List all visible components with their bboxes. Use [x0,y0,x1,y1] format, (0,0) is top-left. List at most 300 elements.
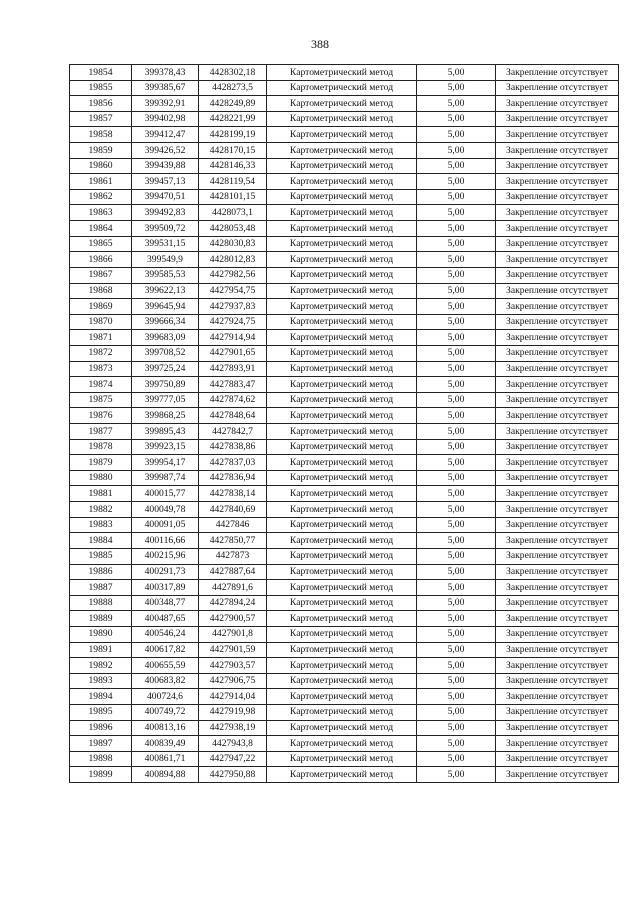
cell-method: Картометрический метод [267,580,417,596]
cell-accuracy: 5,00 [417,626,496,642]
table-row [70,361,619,377]
cell-x-coordinate: 400724,6 [132,689,199,705]
table-row [70,626,619,642]
cell-method: Картометрический метод [267,283,417,299]
cell-point-number: 19861 [70,174,132,190]
cell-x-coordinate: 399412,47 [132,127,199,143]
cell-method: Картометрический метод [267,267,417,283]
cell-accuracy: 5,00 [417,267,496,283]
cell-fixation: Закрепление отсутствует [496,252,619,268]
table-row [70,377,619,393]
cell-x-coordinate: 400655,59 [132,658,199,674]
cell-fixation: Закрепление отсутствует [496,127,619,143]
table-row [70,299,619,315]
cell-x-coordinate: 400861,71 [132,751,199,767]
cell-fixation: Закрепление отсутствует [496,439,619,455]
cell-fixation: Закрепление отсутствует [496,361,619,377]
cell-fixation: Закрепление отсутствует [496,548,619,564]
cell-accuracy: 5,00 [417,205,496,221]
cell-method: Картометрический метод [267,736,417,752]
cell-point-number: 19863 [70,205,132,221]
cell-point-number: 19856 [70,96,132,112]
cell-accuracy: 5,00 [417,720,496,736]
cell-y-coordinate: 4427901,8 [199,626,267,642]
cell-point-number: 19875 [70,392,132,408]
cell-fixation: Закрепление отсутствует [496,642,619,658]
cell-x-coordinate: 400015,77 [132,486,199,502]
cell-accuracy: 5,00 [417,111,496,127]
table-row [70,424,619,440]
cell-accuracy: 5,00 [417,236,496,252]
table-row [70,314,619,330]
cell-accuracy: 5,00 [417,486,496,502]
table-row [70,611,619,627]
cell-method: Картометрический метод [267,377,417,393]
cell-point-number: 19871 [70,330,132,346]
table-row [70,65,619,81]
cell-fixation: Закрепление отсутствует [496,658,619,674]
table-row [70,720,619,736]
cell-fixation: Закрепление отсутствует [496,158,619,174]
cell-y-coordinate: 4427947,22 [199,751,267,767]
cell-point-number: 19864 [70,221,132,237]
cell-accuracy: 5,00 [417,767,496,783]
table-row [70,80,619,96]
cell-point-number: 19862 [70,189,132,205]
cell-accuracy: 5,00 [417,736,496,752]
cell-point-number: 19896 [70,720,132,736]
cell-point-number: 19897 [70,736,132,752]
cell-x-coordinate: 400839,49 [132,736,199,752]
cell-accuracy: 5,00 [417,751,496,767]
cell-accuracy: 5,00 [417,189,496,205]
cell-x-coordinate: 399470,51 [132,189,199,205]
table-row [70,517,619,533]
table-row [70,252,619,268]
cell-accuracy: 5,00 [417,330,496,346]
cell-accuracy: 5,00 [417,502,496,518]
cell-point-number: 19895 [70,704,132,720]
table-row [70,658,619,674]
cell-x-coordinate: 399426,52 [132,143,199,159]
cell-x-coordinate: 400813,16 [132,720,199,736]
cell-y-coordinate: 4427954,75 [199,283,267,299]
cell-x-coordinate: 400487,65 [132,611,199,627]
cell-fixation: Закрепление отсутствует [496,580,619,596]
cell-y-coordinate: 4427943,8 [199,736,267,752]
cell-point-number: 19889 [70,611,132,627]
cell-y-coordinate: 4427938,19 [199,720,267,736]
cell-accuracy: 5,00 [417,689,496,705]
cell-method: Картометрический метод [267,533,417,549]
cell-y-coordinate: 4427924,75 [199,314,267,330]
table-row [70,330,619,346]
cell-fixation: Закрепление отсутствует [496,517,619,533]
cell-fixation: Закрепление отсутствует [496,408,619,424]
cell-fixation: Закрепление отсутствует [496,205,619,221]
cell-y-coordinate: 4427838,14 [199,486,267,502]
cell-accuracy: 5,00 [417,127,496,143]
cell-y-coordinate: 4428012,83 [199,252,267,268]
cell-y-coordinate: 4427900,57 [199,611,267,627]
table-row [70,455,619,471]
table-row [70,267,619,283]
cell-x-coordinate: 399378,43 [132,65,199,81]
cell-y-coordinate: 4427842,7 [199,424,267,440]
cell-point-number: 19879 [70,455,132,471]
cell-x-coordinate: 399895,43 [132,424,199,440]
cell-x-coordinate: 400348,77 [132,595,199,611]
cell-point-number: 19890 [70,626,132,642]
table-row [70,767,619,783]
cell-point-number: 19868 [70,283,132,299]
cell-method: Картометрический метод [267,174,417,190]
table-row [70,283,619,299]
cell-method: Картометрический метод [267,673,417,689]
cell-y-coordinate: 4427901,65 [199,345,267,361]
table-row [70,580,619,596]
table-row [70,127,619,143]
cell-fixation: Закрепление отсутствует [496,111,619,127]
cell-x-coordinate: 400617,82 [132,642,199,658]
cell-method: Картометрический метод [267,345,417,361]
page-number: 388 [311,37,329,51]
cell-method: Картометрический метод [267,564,417,580]
table-row [70,689,619,705]
cell-method: Картометрический метод [267,517,417,533]
cell-point-number: 19885 [70,548,132,564]
cell-x-coordinate: 399708,52 [132,345,199,361]
cell-method: Картометрический метод [267,611,417,627]
cell-method: Картометрический метод [267,96,417,112]
cell-point-number: 19854 [70,65,132,81]
cell-method: Картометрический метод [267,455,417,471]
cell-fixation: Закрепление отсутствует [496,96,619,112]
table-row [70,486,619,502]
cell-point-number: 19882 [70,502,132,518]
cell-x-coordinate: 400116,66 [132,533,199,549]
cell-x-coordinate: 399987,74 [132,470,199,486]
cell-accuracy: 5,00 [417,533,496,549]
cell-accuracy: 5,00 [417,580,496,596]
cell-y-coordinate: 4428030,83 [199,236,267,252]
cell-y-coordinate: 4427846 [199,517,267,533]
cell-fixation: Закрепление отсутствует [496,283,619,299]
cell-fixation: Закрепление отсутствует [496,720,619,736]
cell-fixation: Закрепление отсутствует [496,736,619,752]
cell-point-number: 19899 [70,767,132,783]
cell-fixation: Закрепление отсутствует [496,486,619,502]
cell-x-coordinate: 399750,89 [132,377,199,393]
cell-method: Картометрический метод [267,486,417,502]
cell-fixation: Закрепление отсутствует [496,80,619,96]
cell-point-number: 19881 [70,486,132,502]
table-row [70,392,619,408]
cell-point-number: 19872 [70,345,132,361]
cell-x-coordinate: 399492,83 [132,205,199,221]
coordinates-table-body [70,65,619,783]
table-row [70,533,619,549]
cell-method: Картометрический метод [267,408,417,424]
cell-method: Картометрический метод [267,80,417,96]
cell-method: Картометрический метод [267,143,417,159]
cell-fixation: Закрепление отсутствует [496,236,619,252]
cell-accuracy: 5,00 [417,408,496,424]
cell-x-coordinate: 400291,73 [132,564,199,580]
cell-y-coordinate: 4428119,54 [199,174,267,190]
cell-method: Картометрический метод [267,470,417,486]
cell-y-coordinate: 4427982,56 [199,267,267,283]
cell-method: Картометрический метод [267,626,417,642]
cell-accuracy: 5,00 [417,517,496,533]
cell-point-number: 19860 [70,158,132,174]
cell-accuracy: 5,00 [417,439,496,455]
cell-point-number: 19891 [70,642,132,658]
cell-point-number: 19898 [70,751,132,767]
cell-x-coordinate: 399645,94 [132,299,199,315]
table-row [70,205,619,221]
table-row [70,408,619,424]
cell-accuracy: 5,00 [417,611,496,627]
cell-x-coordinate: 399385,67 [132,80,199,96]
cell-y-coordinate: 4427893,91 [199,361,267,377]
cell-method: Картометрический метод [267,330,417,346]
cell-fixation: Закрепление отсутствует [496,314,619,330]
cell-fixation: Закрепление отсутствует [496,595,619,611]
table-row [70,439,619,455]
cell-y-coordinate: 4428073,1 [199,205,267,221]
cell-accuracy: 5,00 [417,673,496,689]
cell-x-coordinate: 399923,15 [132,439,199,455]
table-row [70,548,619,564]
cell-point-number: 19874 [70,377,132,393]
cell-method: Картометрический метод [267,392,417,408]
cell-y-coordinate: 4427873 [199,548,267,564]
cell-x-coordinate: 400749,72 [132,704,199,720]
cell-method: Картометрический метод [267,767,417,783]
cell-y-coordinate: 4428101,15 [199,189,267,205]
cell-accuracy: 5,00 [417,392,496,408]
cell-x-coordinate: 399549,9 [132,252,199,268]
cell-accuracy: 5,00 [417,564,496,580]
table-row [70,595,619,611]
cell-method: Картометрический метод [267,111,417,127]
table-row [70,158,619,174]
cell-fixation: Закрепление отсутствует [496,299,619,315]
cell-fixation: Закрепление отсутствует [496,767,619,783]
table-row [70,174,619,190]
cell-y-coordinate: 4428273,5 [199,80,267,96]
cell-point-number: 19873 [70,361,132,377]
cell-x-coordinate: 399666,34 [132,314,199,330]
cell-y-coordinate: 4427836,94 [199,470,267,486]
cell-y-coordinate: 4427848,64 [199,408,267,424]
cell-y-coordinate: 4427901,59 [199,642,267,658]
cell-fixation: Закрепление отсутствует [496,470,619,486]
cell-y-coordinate: 4428221,99 [199,111,267,127]
cell-fixation: Закрепление отсутствует [496,174,619,190]
cell-point-number: 19877 [70,424,132,440]
cell-y-coordinate: 4427914,04 [199,689,267,705]
cell-fixation: Закрепление отсутствует [496,626,619,642]
cell-method: Картометрический метод [267,658,417,674]
cell-point-number: 19858 [70,127,132,143]
cell-accuracy: 5,00 [417,470,496,486]
cell-accuracy: 5,00 [417,704,496,720]
table-row [70,111,619,127]
cell-method: Картометрический метод [267,595,417,611]
cell-point-number: 19869 [70,299,132,315]
cell-point-number: 19859 [70,143,132,159]
cell-method: Картометрический метод [267,502,417,518]
table-row [70,673,619,689]
cell-point-number: 19866 [70,252,132,268]
cell-method: Картометрический метод [267,439,417,455]
cell-y-coordinate: 4427887,64 [199,564,267,580]
cell-accuracy: 5,00 [417,361,496,377]
cell-fixation: Закрепление отсутствует [496,502,619,518]
cell-accuracy: 5,00 [417,424,496,440]
cell-method: Картометрический метод [267,751,417,767]
cell-point-number: 19893 [70,673,132,689]
cell-y-coordinate: 4427894,24 [199,595,267,611]
cell-fixation: Закрепление отсутствует [496,221,619,237]
cell-accuracy: 5,00 [417,221,496,237]
cell-method: Картометрический метод [267,158,417,174]
cell-x-coordinate: 400091,05 [132,517,199,533]
cell-x-coordinate: 399954,17 [132,455,199,471]
cell-fixation: Закрепление отсутствует [496,330,619,346]
cell-method: Картометрический метод [267,252,417,268]
cell-accuracy: 5,00 [417,455,496,471]
cell-x-coordinate: 399622,13 [132,283,199,299]
cell-method: Картометрический метод [267,221,417,237]
cell-y-coordinate: 4427883,47 [199,377,267,393]
cell-point-number: 19857 [70,111,132,127]
cell-y-coordinate: 4427919,98 [199,704,267,720]
cell-y-coordinate: 4427840,69 [199,502,267,518]
cell-x-coordinate: 399402,98 [132,111,199,127]
cell-method: Картометрический метод [267,361,417,377]
cell-accuracy: 5,00 [417,96,496,112]
cell-fixation: Закрепление отсутствует [496,455,619,471]
cell-fixation: Закрепление отсутствует [496,751,619,767]
cell-accuracy: 5,00 [417,642,496,658]
cell-point-number: 19883 [70,517,132,533]
cell-method: Картометрический метод [267,548,417,564]
cell-fixation: Закрепление отсутствует [496,345,619,361]
table-row [70,96,619,112]
cell-point-number: 19888 [70,595,132,611]
cell-accuracy: 5,00 [417,345,496,361]
cell-fixation: Закрепление отсутствует [496,189,619,205]
cell-y-coordinate: 4427838,86 [199,439,267,455]
cell-y-coordinate: 4427837,03 [199,455,267,471]
cell-point-number: 19876 [70,408,132,424]
cell-x-coordinate: 399683,09 [132,330,199,346]
cell-y-coordinate: 4427906,75 [199,673,267,689]
cell-y-coordinate: 4427850,77 [199,533,267,549]
cell-y-coordinate: 4428146,33 [199,158,267,174]
cell-fixation: Закрепление отсутствует [496,267,619,283]
cell-point-number: 19855 [70,80,132,96]
table-row [70,502,619,518]
cell-fixation: Закрепление отсутствует [496,424,619,440]
cell-point-number: 19870 [70,314,132,330]
table-row [70,564,619,580]
cell-y-coordinate: 4428199,19 [199,127,267,143]
cell-y-coordinate: 4428170,15 [199,143,267,159]
coordinates-table [69,64,619,783]
table-row [70,751,619,767]
cell-fixation: Закрепление отсутствует [496,564,619,580]
cell-y-coordinate: 4427937,83 [199,299,267,315]
cell-x-coordinate: 399777,05 [132,392,199,408]
cell-method: Картометрический метод [267,189,417,205]
cell-point-number: 19878 [70,439,132,455]
cell-accuracy: 5,00 [417,658,496,674]
cell-point-number: 19884 [70,533,132,549]
cell-x-coordinate: 399585,53 [132,267,199,283]
cell-method: Картометрический метод [267,65,417,81]
cell-fixation: Закрепление отсутствует [496,392,619,408]
cell-y-coordinate: 4428053,48 [199,221,267,237]
cell-x-coordinate: 399439,88 [132,158,199,174]
cell-y-coordinate: 4427891,6 [199,580,267,596]
cell-accuracy: 5,00 [417,80,496,96]
cell-fixation: Закрепление отсутствует [496,704,619,720]
table-row [70,470,619,486]
cell-point-number: 19894 [70,689,132,705]
cell-x-coordinate: 400317,89 [132,580,199,596]
cell-fixation: Закрепление отсутствует [496,533,619,549]
cell-point-number: 19865 [70,236,132,252]
cell-point-number: 19886 [70,564,132,580]
cell-method: Картометрический метод [267,689,417,705]
table-row [70,236,619,252]
cell-accuracy: 5,00 [417,595,496,611]
cell-x-coordinate: 400215,96 [132,548,199,564]
cell-accuracy: 5,00 [417,252,496,268]
cell-fixation: Закрепление отсутствует [496,673,619,689]
cell-point-number: 19892 [70,658,132,674]
cell-fixation: Закрепление отсутствует [496,611,619,627]
cell-method: Картометрический метод [267,704,417,720]
cell-accuracy: 5,00 [417,314,496,330]
table-row [70,143,619,159]
table-row [70,189,619,205]
cell-fixation: Закрепление отсутствует [496,143,619,159]
table-row [70,221,619,237]
cell-method: Картометрический метод [267,642,417,658]
cell-point-number: 19880 [70,470,132,486]
cell-point-number: 19867 [70,267,132,283]
cell-x-coordinate: 400683,82 [132,673,199,689]
cell-y-coordinate: 4427950,88 [199,767,267,783]
cell-method: Картометрический метод [267,314,417,330]
cell-method: Картометрический метод [267,205,417,221]
cell-x-coordinate: 400894,88 [132,767,199,783]
cell-method: Картометрический метод [267,720,417,736]
cell-fixation: Закрепление отсутствует [496,65,619,81]
cell-x-coordinate: 399457,13 [132,174,199,190]
cell-y-coordinate: 4427914,94 [199,330,267,346]
cell-accuracy: 5,00 [417,377,496,393]
cell-accuracy: 5,00 [417,65,496,81]
cell-method: Картометрический метод [267,236,417,252]
cell-x-coordinate: 399868,25 [132,408,199,424]
cell-y-coordinate: 4428249,89 [199,96,267,112]
